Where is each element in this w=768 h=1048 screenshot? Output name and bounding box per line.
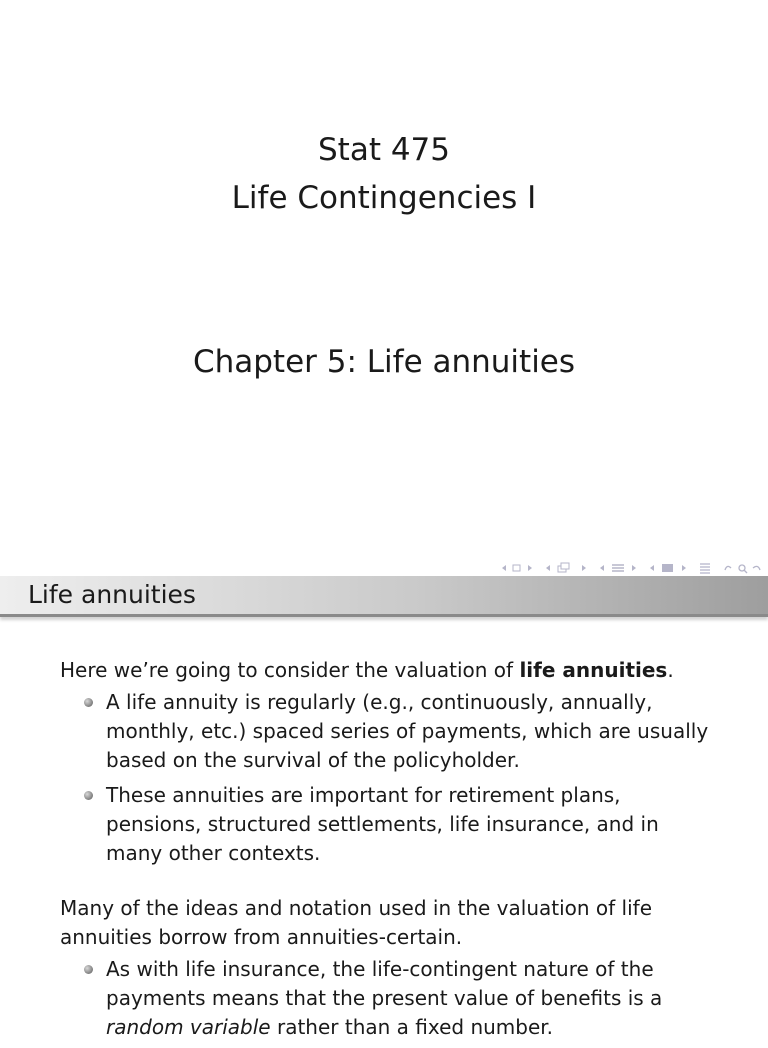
intro-paragraph bbox=[60, 656, 720, 685]
bullet-italic-term: random variable bbox=[106, 1015, 271, 1039]
intro-text: Here we’re going to consider the valuation of bbox=[60, 658, 520, 682]
second-paragraph: Many of the ideas and notation used in the valuation of life annuities borrow from annuities-certain. bbox=[60, 896, 653, 949]
bullet-tail: rather than a fixed number. bbox=[270, 1015, 554, 1039]
bullet-text: As with life insurance, the life-contingent nature of the payments means that the present value of benefits is a bbox=[106, 957, 663, 1010]
bullet-list-1 bbox=[60, 688, 720, 868]
bullet-item: These annuities are important for retirement plans, pensions, structured settlements, life insurance, and in many other contexts. bbox=[106, 781, 720, 868]
beamer-navigation-bar bbox=[500, 561, 762, 575]
slide-body bbox=[60, 656, 720, 1048]
nav-toc-icon[interactable] bbox=[698, 562, 712, 574]
content-slide bbox=[0, 576, 768, 1039]
nav-section-icon[interactable] bbox=[598, 562, 638, 574]
chapter-title: Chapter 5: Life annuities bbox=[192, 344, 576, 380]
bullet-item bbox=[106, 955, 720, 1042]
intro-period: . bbox=[667, 658, 674, 682]
bullet-list-2 bbox=[60, 955, 720, 1042]
nav-doc-icon[interactable] bbox=[648, 562, 688, 574]
nav-search-icon[interactable] bbox=[722, 562, 762, 574]
course-number: Stat 475 bbox=[317, 132, 450, 168]
frame-title: Life annuities bbox=[28, 580, 196, 609]
nav-subsection-icon[interactable] bbox=[544, 562, 588, 574]
frame-title-bar bbox=[0, 576, 768, 617]
course-name: Life Contingencies I bbox=[231, 180, 537, 216]
nav-frame-icon[interactable] bbox=[500, 563, 534, 573]
bullet-item: A life annuity is regularly (e.g., continuously, annually, monthly, etc.) spaced series of payments, which are usually based on the survival of the policyholder. bbox=[106, 688, 720, 775]
intro-bold-term: life annuities bbox=[519, 658, 668, 682]
